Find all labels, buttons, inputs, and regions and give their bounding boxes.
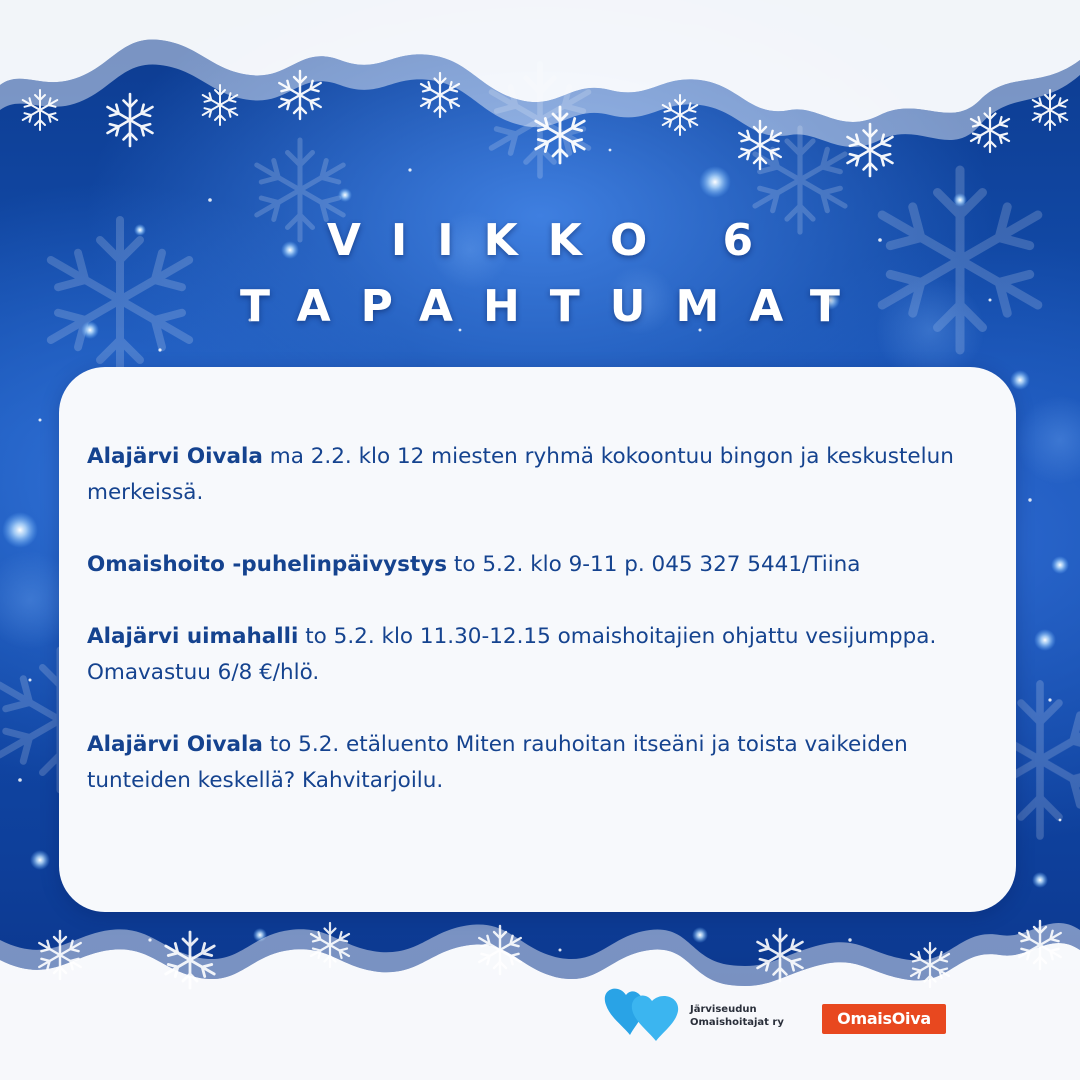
title-line-events: TAPAHTUMAT xyxy=(240,281,870,332)
event-place: Alajärvi Oivala xyxy=(87,732,263,757)
two-hearts-logo-icon xyxy=(604,985,682,1045)
event-item xyxy=(87,619,967,691)
event-details: to 5.2. etäluento Miten rauhoitan itseäni ja toista vaikeiden tunteiden keskellä? Kahvitarjoilu. xyxy=(87,732,908,793)
page-title xyxy=(0,208,1080,340)
event-details: ma 2.2. klo 12 miesten ryhmä kokoontuu bingon ja keskustelun merkeissä. xyxy=(87,444,954,505)
org-name-line2: Omaishoitajat ry xyxy=(690,1017,784,1028)
event-details: to 5.2. klo 9-11 p. 045 327 5441/Tiina xyxy=(447,552,861,577)
event-details: to 5.2. klo 11.30-12.15 omaishoitajien ohjattu vesijumppa. Omavastuu 6/8 €/hlö. xyxy=(87,624,937,685)
events-list xyxy=(87,439,967,835)
omaisoiva-logo-badge: OmaisOiva xyxy=(822,1004,946,1034)
event-place: Alajärvi uimahalli xyxy=(87,624,299,649)
event-item xyxy=(87,439,967,511)
title-line-week: VIIKKO 6 xyxy=(326,215,784,266)
org-name-line1: Järviseudun xyxy=(690,1004,757,1015)
organization-name xyxy=(690,1003,784,1029)
event-place: Omaishoito -puhelinpäivystys xyxy=(87,552,448,577)
event-item xyxy=(87,727,967,799)
logos-bar xyxy=(600,985,960,1045)
event-item xyxy=(87,547,967,583)
events-card xyxy=(59,367,1016,912)
event-place: Alajärvi Oivala xyxy=(87,444,263,469)
